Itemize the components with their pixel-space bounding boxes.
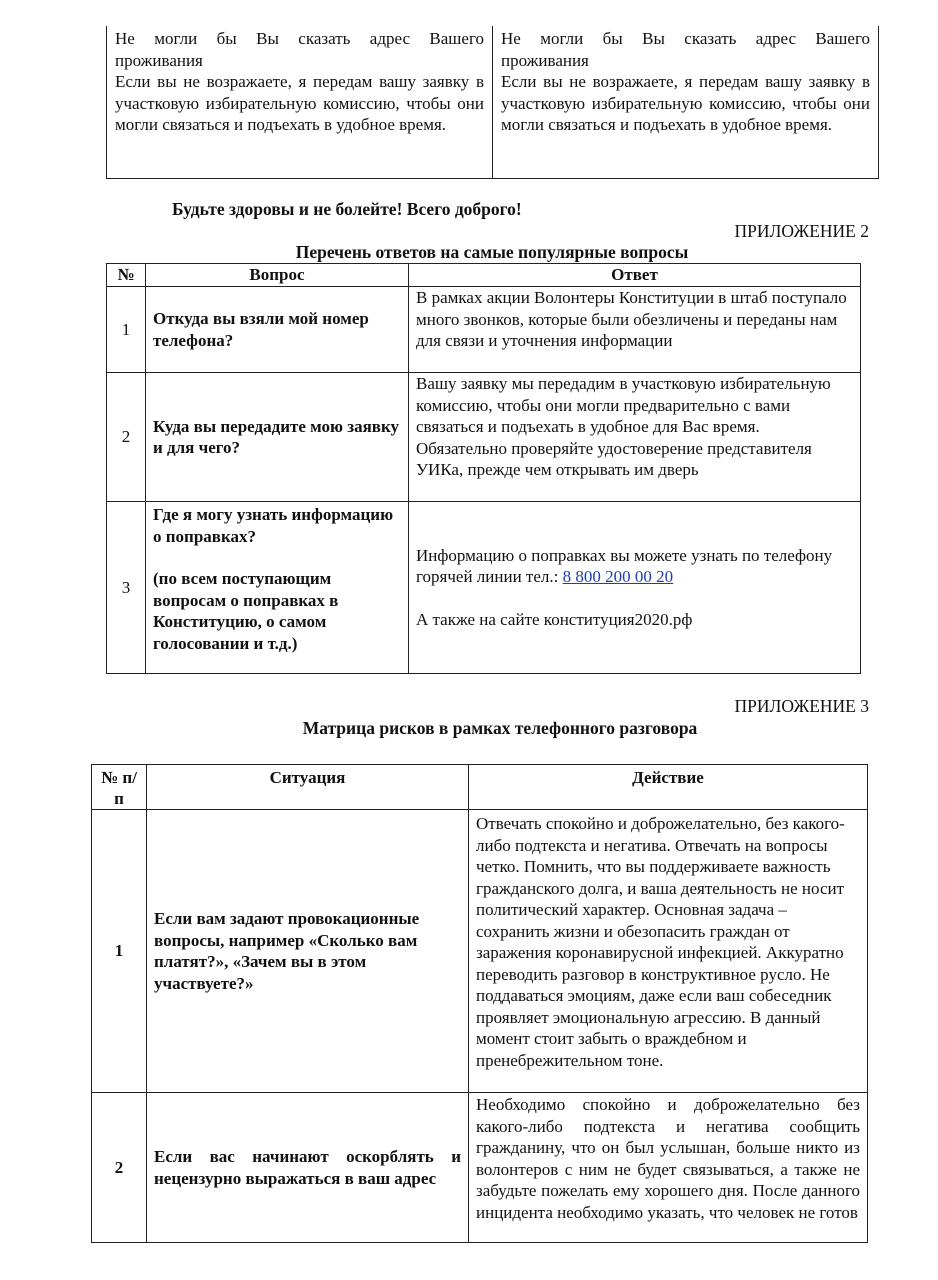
script-table-continued: [106, 26, 879, 179]
question-cell: [146, 502, 409, 674]
table-row: [107, 373, 861, 502]
answer-cell: [409, 502, 861, 674]
farewell-text: Будьте здоровы и не болейте! Всего доброго!: [172, 199, 522, 219]
answer-prefix: Информацию о поправках вы можете узнать по телефону горячей линии тел.:: [416, 545, 833, 587]
table-row: [107, 502, 861, 674]
script-cell-left: [107, 26, 493, 179]
answer-site: А также на сайте конституция2020.рф: [416, 609, 693, 629]
appendix3-title: Матрица рисков в рамках телефонного разговора: [302, 718, 698, 738]
row-num: 3: [107, 502, 146, 674]
action-cell: Отвечать спокойно и доброжелательно, без какого-либо подтекста и негатива. Отвечать на вопросы четко. Помнить, что вы поддерживаете важность гражданского долга, и ваша деятельность не носит политический характер. Основная задача – сохранить жизни и обезопасить граждан от заражения коронавирусной инфекцией. Аккуратно переводить разговор в конструктивное русло. Не поддаваться эмоциям, даже если ваш собеседник проявляет эмоциональную агрессию. В данный момент стоит забыть о враждебном и пренебрежительном тоне.: [469, 810, 868, 1093]
col-header-num: №: [107, 264, 146, 287]
question-text: Где я могу узнать информацию о поправках?: [153, 505, 394, 546]
table-row: [92, 810, 868, 1093]
row-num: 2: [92, 1093, 147, 1243]
col-header-answer: Ответ: [409, 264, 861, 287]
situation-cell: Если вам задают провокационные вопросы, например «Сколько вам платят?», «Зачем вы в этом участвуете?»: [147, 810, 469, 1093]
cell-text: Не могли бы Вы сказать адрес Вашего проживания Если вы не возражаете, я передам вашу заявку в участковую избирательную комиссию, чтобы они могли связаться и подъехать в удобное время.: [115, 29, 484, 134]
table-row: [107, 26, 879, 179]
cell-text: Не могли бы Вы сказать адрес Вашего проживания Если вы не возражаете, я передам вашу заявку в участковую избирательную комиссию, чтобы они могли связаться и подъехать в удобное время.: [501, 29, 870, 134]
col-header-situation: Ситуация: [147, 765, 469, 810]
col-header-num: № п/п: [92, 765, 147, 810]
hotline-phone-link[interactable]: 8 800 200 00 20: [562, 567, 674, 587]
col-header-action: Действие: [469, 765, 868, 810]
question-note: (по всем поступающим вопросам о поправках в Конституцию, о самом голосовании и т.д.): [153, 569, 339, 653]
script-cell-right: [493, 26, 879, 179]
risk-matrix-table: [91, 764, 868, 1243]
row-num: 1: [107, 287, 146, 373]
question-cell: Куда вы передадите мою заявку и для чего?: [146, 373, 409, 502]
table-row: [92, 1093, 868, 1243]
col-header-question: Вопрос: [146, 264, 409, 287]
answer-cell: В рамках акции Волонтеры Конституции в штаб поступало много звонков, которые были обезличены и переданы нам для связи и уточнения информации: [409, 287, 861, 373]
row-num: 1: [92, 810, 147, 1093]
answer-cell: Вашу заявку мы передадим в участковую избирательную комиссию, чтобы они могли предварительно с вами связаться и подъехать в удобное для Вас время. Обязательно проверяйте удостоверение представителя УИКа, прежде чем открывать им дверь: [409, 373, 861, 502]
answer-text: [416, 545, 853, 588]
appendix2-title: Перечень ответов на самые популярные вопросы: [295, 242, 689, 262]
table-header-row: [107, 264, 861, 287]
faq-table: [106, 263, 861, 674]
question-cell: Откуда вы взяли мой номер телефона?: [146, 287, 409, 373]
action-cell: Необходимо спокойно и доброжелательно без какого-либо подтекста и негатива сообщить гражданину, что он был услышан, больше никто из волонтеров с ним не будет связываться, а также не забудьте пожелать ему хорошего дня. После данного инцидента необходимо указать, что человек не готов: [469, 1093, 868, 1243]
appendix2-label: ПРИЛОЖЕНИЕ 2: [734, 221, 869, 241]
appendix3-label: ПРИЛОЖЕНИЕ 3: [734, 696, 869, 716]
situation-cell: Если вас начинают оскорблять и нецензурно выражаться в ваш адрес: [147, 1093, 469, 1243]
row-num: 2: [107, 373, 146, 502]
table-row: [107, 287, 861, 373]
table-header-row: [92, 765, 868, 810]
